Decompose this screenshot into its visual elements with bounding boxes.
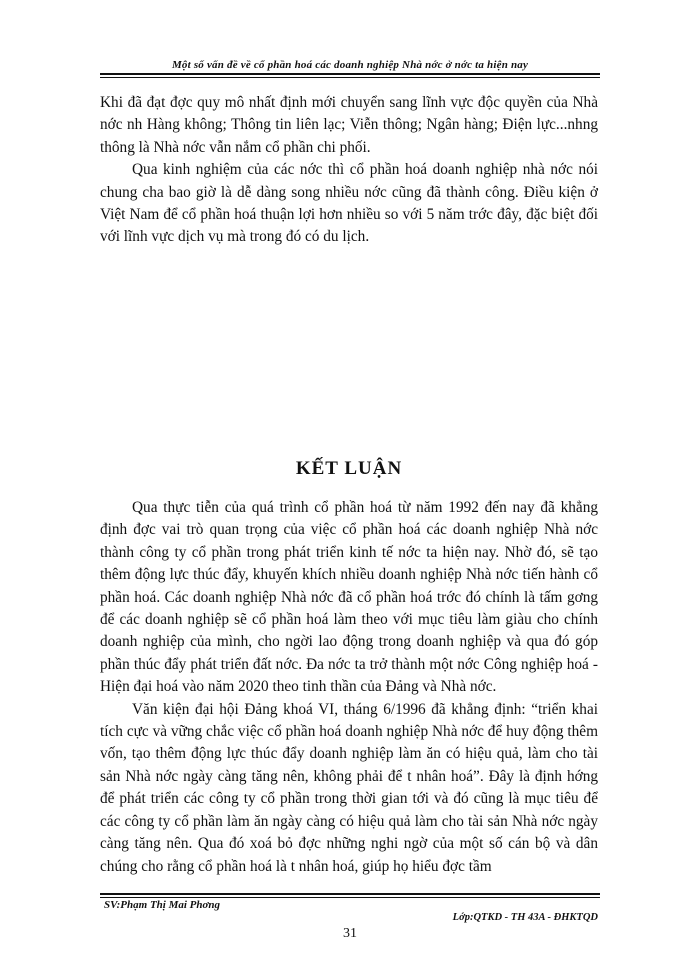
paragraph: Qua kinh nghiệm của các nớc thì cổ phần hoá doanh nghiệp nhà nớc nói chung cha bao giờ là dễ dàng song nhiều nớc cũng đã thành công. Điều kiện ở Việt Nam để cổ phần hoá thuận lợi hơn nhiều so với 5 năm trớc đây, đặc biệt đối với lĩnh vực dịch vụ mà trong đó có du lịch. [100,161,598,246]
section-intro [100,92,598,249]
header-divider [100,73,600,78]
conclusion-heading: KẾT LUẬN [295,458,403,479]
paragraph: Qua thực tiễn của quá trình cổ phần hoá từ năm 1992 đến nay đã khẳng định đợc vai trò quan trọng của việc cổ phần hoá các doanh nghiệp Nhà nớc thành công ty cổ phần trong phát triển kinh tế nớc ta hiện nay. Nhờ đó, sẽ tạo thêm động lực thúc đẩy, khuyến khích nhiều doanh nghiệp Nhà nớc tiến hành cổ phần hoá. Các doanh nghiệp Nhà nớc đã cổ phần hoá trớc đó chính là tấm gơng để các doanh nghiệp sẽ cổ phần hoá làm theo với mục tiêu làm giàu cho chính doanh nghiệp của mình, cho ngời lao động trong doanh nghiệp và qua đó góp phần thúc đẩy phát triển đất nớc. Đa nớc ta trở thành một nớc Công nghiệp hoá - Hiện đại hoá vào năm 2020 theo tinh thần của Đảng và Nhà nớc. [100,499,598,696]
footer-author: SV:Phạm Thị Mai Phơng [104,899,221,911]
running-header: Một số vấn đề về cổ phần hoá các doanh nghiệp Nhà nớc ở nớc ta hiện nay [171,59,529,71]
footer-divider [100,893,600,898]
footer-class-info: Lớp:QTKD - TH 43A - ĐHKTQD [452,912,598,923]
paragraph: Khi đã đạt đợc quy mô nhất định mới chuyển sang lĩnh vực độc quyền của Nhà nớc nh Hàng không; Thông tin liên lạc; Viễn thông; Ngân hàng; Điện lực...nhng thông là Nhà nớc vẫn nắm cổ phần chi phối. [100,94,598,156]
paragraph: Văn kiện đại hội Đảng khoá VI, tháng 6/1996 đã khẳng định: “triển khai tích cực và vững chắc việc cổ phần hoá doanh nghiệp Nhà nớc để huy động thêm vốn, tạo thêm động lực thúc đẩy doanh nghiệp làm ăn có hiệu quả, làm cho tài sản Nhà nớc ngày càng tăng nên, không phải để t nhân hoá”. Đây là định hớng để phát triển các công ty cổ phần trong thời gian tới và đó cũng là mục tiêu để các công ty cổ phần làm ăn ngày càng có hiệu quả làm cho tài sản Nhà nớc ngày càng tăng nên. Qua đó xoá bỏ đợc những nghi ngờ của một số cán bộ và dân chúng cho rằng cổ phần hoá là t nhân hoá, giúp họ hiểu đợc tầm [100,700,598,875]
page-number: 31 [343,926,357,941]
section-conclusion [100,497,598,878]
